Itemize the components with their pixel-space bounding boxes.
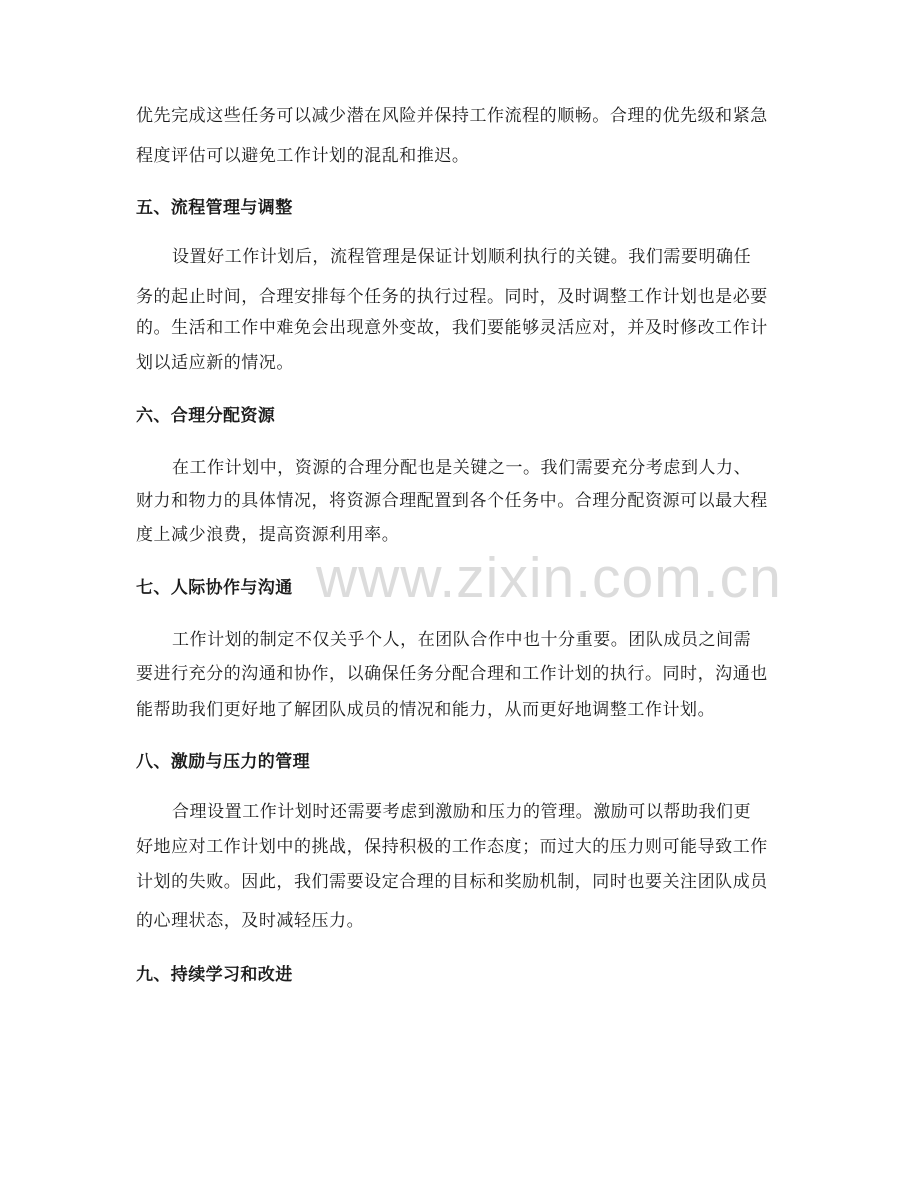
section-heading: 七、人际协作与沟通 (136, 578, 293, 598)
paragraph-line: 的心理状态，及时减轻压力。 (136, 911, 365, 931)
section-heading: 五、流程管理与调整 (136, 198, 293, 218)
watermark: www.zixin.com.cn (316, 546, 782, 610)
paragraph-line: 财力和物力的具体情况，将资源合理配置到各个任务中。合理分配资源可以最大程 (136, 491, 768, 511)
paragraph-line: 工作计划的制定不仅关乎个人，在团队合作中也十分重要。团队成员之间需 (172, 630, 752, 650)
paragraph-line: 务的起止时间，合理安排每个任务的执行过程。同时，及时调整工作计划也是必要 (136, 287, 768, 307)
section-heading: 八、激励与压力的管理 (136, 752, 310, 772)
paragraph-line: 优先完成这些任务可以减少潜在风险并保持工作流程的顺畅。合理的优先级和紧急 (136, 106, 768, 126)
paragraph-line: 的。生活和工作中难免会出现意外变故，我们要能够灵活应对，并及时修改工作计 (136, 318, 768, 338)
paragraph-line: 合理设置工作计划时还需要考虑到激励和压力的管理。激励可以帮助我们更 (172, 802, 752, 822)
paragraph-line: 设置好工作计划后，流程管理是保证计划顺利执行的关键。我们需要明确任 (172, 247, 752, 267)
section-heading: 九、持续学习和改进 (136, 965, 293, 985)
paragraph-line: 在工作计划中，资源的合理分配也是关键之一。我们需要充分考虑到人力、 (172, 458, 752, 478)
paragraph-line: 要进行充分的沟通和协作，以确保任务分配合理和工作计划的执行。同时，沟通也 (136, 664, 768, 684)
paragraph-line: 能帮助我们更好地了解团队成员的情况和能力，从而更好地调整工作计划。 (136, 700, 716, 720)
paragraph-line: 程度评估可以避免工作计划的混乱和推迟。 (136, 146, 470, 166)
paragraph-line: 划以适应新的情况。 (136, 353, 294, 373)
paragraph-line: 计划的失败。因此，我们需要设定合理的目标和奖励机制，同时也要关注团队成员 (136, 872, 768, 892)
paragraph-line: 好地应对工作计划中的挑战，保持积极的工作态度；而过大的压力则可能导致工作 (136, 837, 768, 857)
paragraph-line: 度上减少浪费，提高资源利用率。 (136, 525, 400, 545)
section-heading: 六、合理分配资源 (136, 406, 276, 426)
